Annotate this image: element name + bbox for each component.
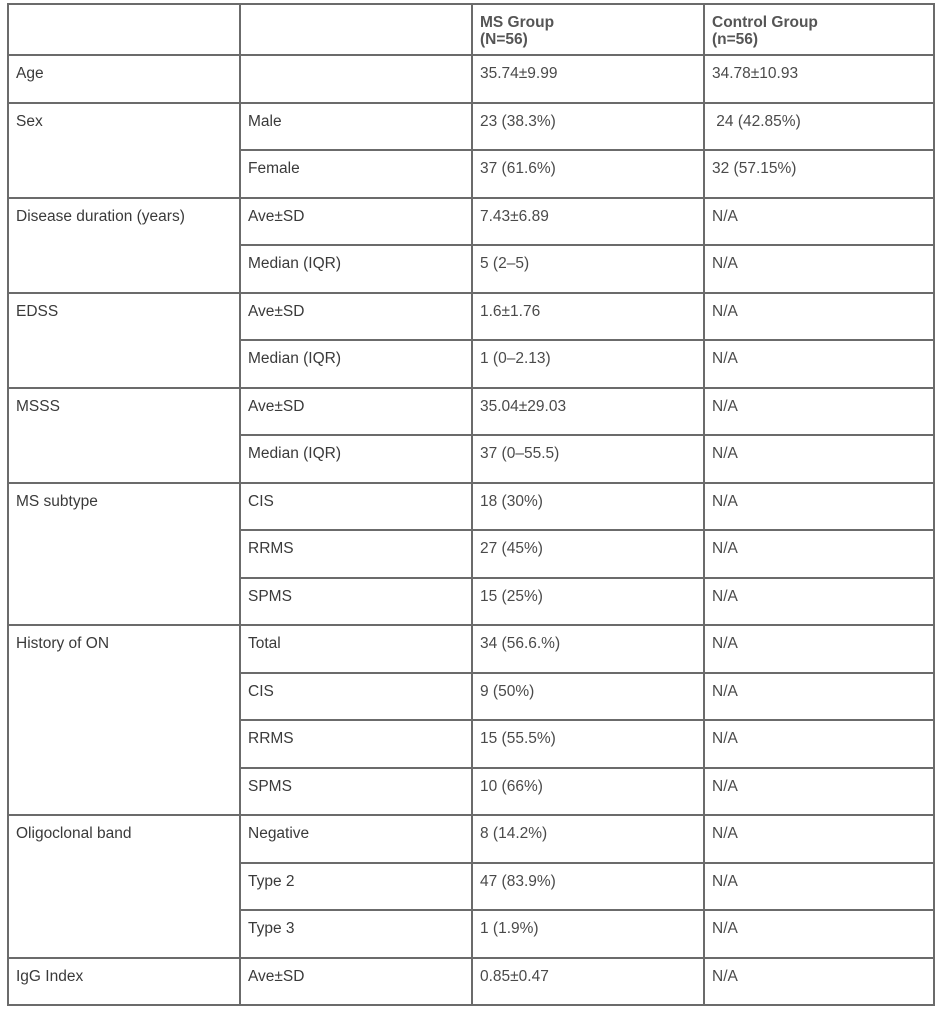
- row-group-label: History of ON: [8, 625, 240, 815]
- header-cell-control-group: [704, 4, 934, 55]
- row-sub-label: Ave±SD: [240, 198, 472, 246]
- row-sub-label: [240, 55, 472, 103]
- row-sub-label: Female: [240, 150, 472, 198]
- control-group-header-line1: Control Group (n=56): [712, 14, 818, 48]
- row-sub-label: Median (IQR): [240, 245, 472, 293]
- row-sub-label: Negative: [240, 815, 472, 863]
- ms-group-value: 18 (30%): [472, 483, 704, 531]
- control-group-value: 24 (42.85%): [704, 103, 934, 151]
- ms-group-value: 35.74±9.99: [472, 55, 704, 103]
- header-cell-blank-1: [8, 4, 240, 55]
- ms-group-value: 34 (56.6.%): [472, 625, 704, 673]
- row-sub-label: CIS: [240, 673, 472, 721]
- ms-group-value: 1 (1.9%): [472, 910, 704, 958]
- header-cell-ms-group: [472, 4, 704, 55]
- control-group-value: N/A: [704, 863, 934, 911]
- row-group-label: Oligoclonal band: [8, 815, 240, 958]
- ms-group-header-line1: MS Group (N=56): [480, 14, 555, 48]
- control-group-value: N/A: [704, 388, 934, 436]
- row-sub-label: Type 2: [240, 863, 472, 911]
- row-sub-label: Median (IQR): [240, 340, 472, 388]
- control-group-value: N/A: [704, 673, 934, 721]
- control-group-value: 34.78±10.93: [704, 55, 934, 103]
- header-row: [8, 4, 934, 55]
- ms-group-value: 15 (55.5%): [472, 720, 704, 768]
- row-sub-label: Ave±SD: [240, 958, 472, 1006]
- control-group-value: N/A: [704, 625, 934, 673]
- ms-group-value: 1.6±1.76: [472, 293, 704, 341]
- control-group-value: N/A: [704, 910, 934, 958]
- row-sub-label: Ave±SD: [240, 293, 472, 341]
- ms-group-value: 7.43±6.89: [472, 198, 704, 246]
- row-sub-label: RRMS: [240, 530, 472, 578]
- control-group-value: N/A: [704, 578, 934, 626]
- table-row: [8, 55, 934, 103]
- ms-group-value: 47 (83.9%): [472, 863, 704, 911]
- row-sub-label: Ave±SD: [240, 388, 472, 436]
- row-group-label: MSSS: [8, 388, 240, 483]
- table-row: [8, 625, 934, 673]
- row-sub-label: Male: [240, 103, 472, 151]
- ms-group-value: 23 (38.3%): [472, 103, 704, 151]
- ms-group-value: 35.04±29.03: [472, 388, 704, 436]
- data-table: [7, 3, 935, 1006]
- control-group-value: N/A: [704, 768, 934, 816]
- control-group-value: 32 (57.15%): [704, 150, 934, 198]
- row-group-label: Sex: [8, 103, 240, 198]
- row-sub-label: Type 3: [240, 910, 472, 958]
- table-row: [8, 198, 934, 246]
- row-group-label: MS subtype: [8, 483, 240, 626]
- row-sub-label: Median (IQR): [240, 435, 472, 483]
- control-group-value: N/A: [704, 435, 934, 483]
- control-group-value: N/A: [704, 815, 934, 863]
- table-row: [8, 815, 934, 863]
- ms-group-value: 5 (2–5): [472, 245, 704, 293]
- control-group-value: N/A: [704, 340, 934, 388]
- row-sub-label: SPMS: [240, 768, 472, 816]
- control-group-value: N/A: [704, 198, 934, 246]
- row-sub-label: Total: [240, 625, 472, 673]
- control-group-value: N/A: [704, 720, 934, 768]
- row-sub-label: RRMS: [240, 720, 472, 768]
- control-group-value: N/A: [704, 293, 934, 341]
- table-row: [8, 388, 934, 436]
- control-group-value: N/A: [704, 530, 934, 578]
- control-group-value: N/A: [704, 245, 934, 293]
- ms-group-value: 10 (66%): [472, 768, 704, 816]
- ms-group-value: 8 (14.2%): [472, 815, 704, 863]
- ms-group-value: 1 (0–2.13): [472, 340, 704, 388]
- row-sub-label: SPMS: [240, 578, 472, 626]
- ms-group-value: 9 (50%): [472, 673, 704, 721]
- header-cell-blank-2: [240, 4, 472, 55]
- ms-group-value: 0.85±0.47: [472, 958, 704, 1006]
- ms-group-value: 37 (0–55.5): [472, 435, 704, 483]
- control-group-value: N/A: [704, 483, 934, 531]
- row-group-label: Age: [8, 55, 240, 103]
- row-group-label: Disease duration (years): [8, 198, 240, 293]
- table-row: [8, 958, 934, 1006]
- table-row: [8, 103, 934, 151]
- ms-group-value: 27 (45%): [472, 530, 704, 578]
- row-group-label: IgG Index: [8, 958, 240, 1006]
- table-row: [8, 483, 934, 531]
- ms-group-value: 37 (61.6%): [472, 150, 704, 198]
- table-row: [8, 293, 934, 341]
- control-group-value: N/A: [704, 958, 934, 1006]
- row-sub-label: CIS: [240, 483, 472, 531]
- row-group-label: EDSS: [8, 293, 240, 388]
- ms-group-value: 15 (25%): [472, 578, 704, 626]
